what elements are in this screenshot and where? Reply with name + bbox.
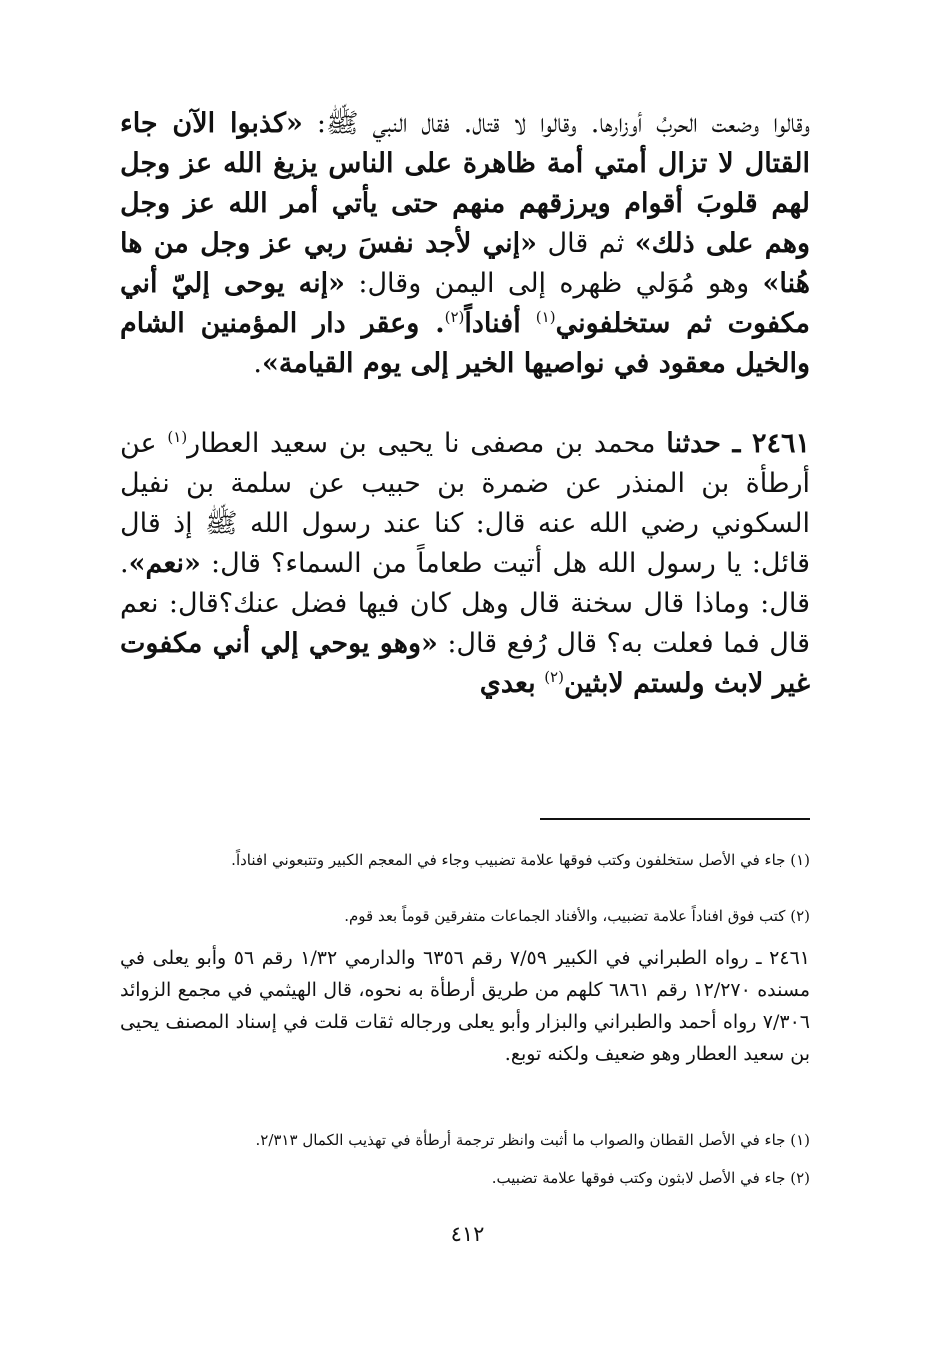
takhrij-note: ٢٤٦١ ـ رواه الطبراني في الكبير ٧/٥٩ رقم ٦٣٥٦ والدارمي ١/٣٢ رقم ٥٦ وأبو يعلى في مسنده ١٢/٢٧٠ رقم ٦٨٦١ كلهم من طريق أرطأة به نحوه، قال الهيثمي في مجمع الزوائد ٧/٣٠٦ رواه أحمد والطبراني والبزار وأبو يعلى ورجاله ثقات قلت في إسناد المصنف يحيى بن سعيد العطار وهو ضعيف ولكنه توبع. (120, 947, 810, 1065)
page-number: ٤١٢ (450, 1222, 485, 1246)
footnote-4: (٢) جاء في الأصل لابثون وكتب فوقها علامة تضبيب. (491, 1169, 810, 1187)
footnote-ref-3: (١) (167, 428, 188, 446)
para2-quote2: «وهو يوحي إلي أني مكفوت غير لابث ولستم لابثين (120, 628, 810, 699)
main-text (120, 104, 810, 704)
para2-quote1: «نعم» (128, 548, 201, 579)
footnote-ref-4: (٢) (544, 668, 564, 686)
para1-quote3: «إنه يوحى إليّ أني مكفوت ثم ستخلفوني (120, 268, 810, 339)
para1-quote1: «كذبوا الآن جاء القتال لا تزال أمتي أمة ظاهرة على الناس يزيغ الله عز وجل لهم قلوبَ أقوام ويرزقهم منهم حتى يأتي أمر الله عز وجل وهم على ذلك» (120, 108, 810, 259)
para1-part1: وقالوا وضعت الحربُ أوزارها. وقالوا لا قتال. فقال النبي ﷺ: (316, 108, 810, 139)
footnote-separator (540, 818, 810, 820)
paragraph-1 (120, 104, 810, 384)
para1-part5: وهو مُوَلي ظهره إلى اليمن وقال: (358, 268, 750, 299)
para1-end: . (253, 348, 262, 379)
footnote-2: (٢) كتب فوق افناداً علامة تضبيب، والأفناد الجماعات متفرقين قوماً بعد قوم. (344, 907, 810, 925)
para2-part4: . قال: وماذا قال سخنة قال وهل كان فيها فضل عنك؟قال: نعم قال فما فعلت به؟ قال رُفع قال: (120, 548, 810, 659)
para1-part3: ثم قال (547, 228, 625, 259)
paragraph-2 (120, 424, 810, 704)
para1-quote3c: . وعقر دار المؤمنين الشام والخيل معقود في نواصيها الخير إلى يوم القيامة» (120, 308, 810, 379)
para2-quote2b: بعدي (479, 668, 536, 699)
footnote-3: (١) جاء في الأصل القطان والصواب ما أثبت وانظر ترجمة أرطأة في تهذيب الكمال ٢/٣١٣. (255, 1131, 810, 1149)
hadith-number-heading: ٢٤٦١ ـ حدثنا (666, 428, 810, 459)
footnote-1: (١) جاء في الأصل ستخلفون وكتب فوقها علامة تضبيب وجاء في المعجم الكبير وتتبعوني افناداً. (231, 851, 810, 869)
footnote-ref-1: (١) (535, 308, 556, 326)
footnote-ref-2: (٢) (444, 308, 465, 326)
para2-part2: عن أرطأة بن المنذر عن ضمرة بن حبيب عن سلمة بن نفيل السكوني رضي الله عنه قال: كنا عند رسول الله ﷺ إذ قال قائل: يا رسول الله هل أتيت طعاماً من السماء؟ قال: (120, 428, 810, 579)
para2-part1: محمد بن مصفى نا يحيى بن سعيد العطار (187, 428, 656, 459)
para1-quote2: «إني لأجد نفسَ ربي عز وجل من ها هُنا» (120, 228, 810, 299)
para1-quote3b: أفناداً (464, 308, 521, 339)
